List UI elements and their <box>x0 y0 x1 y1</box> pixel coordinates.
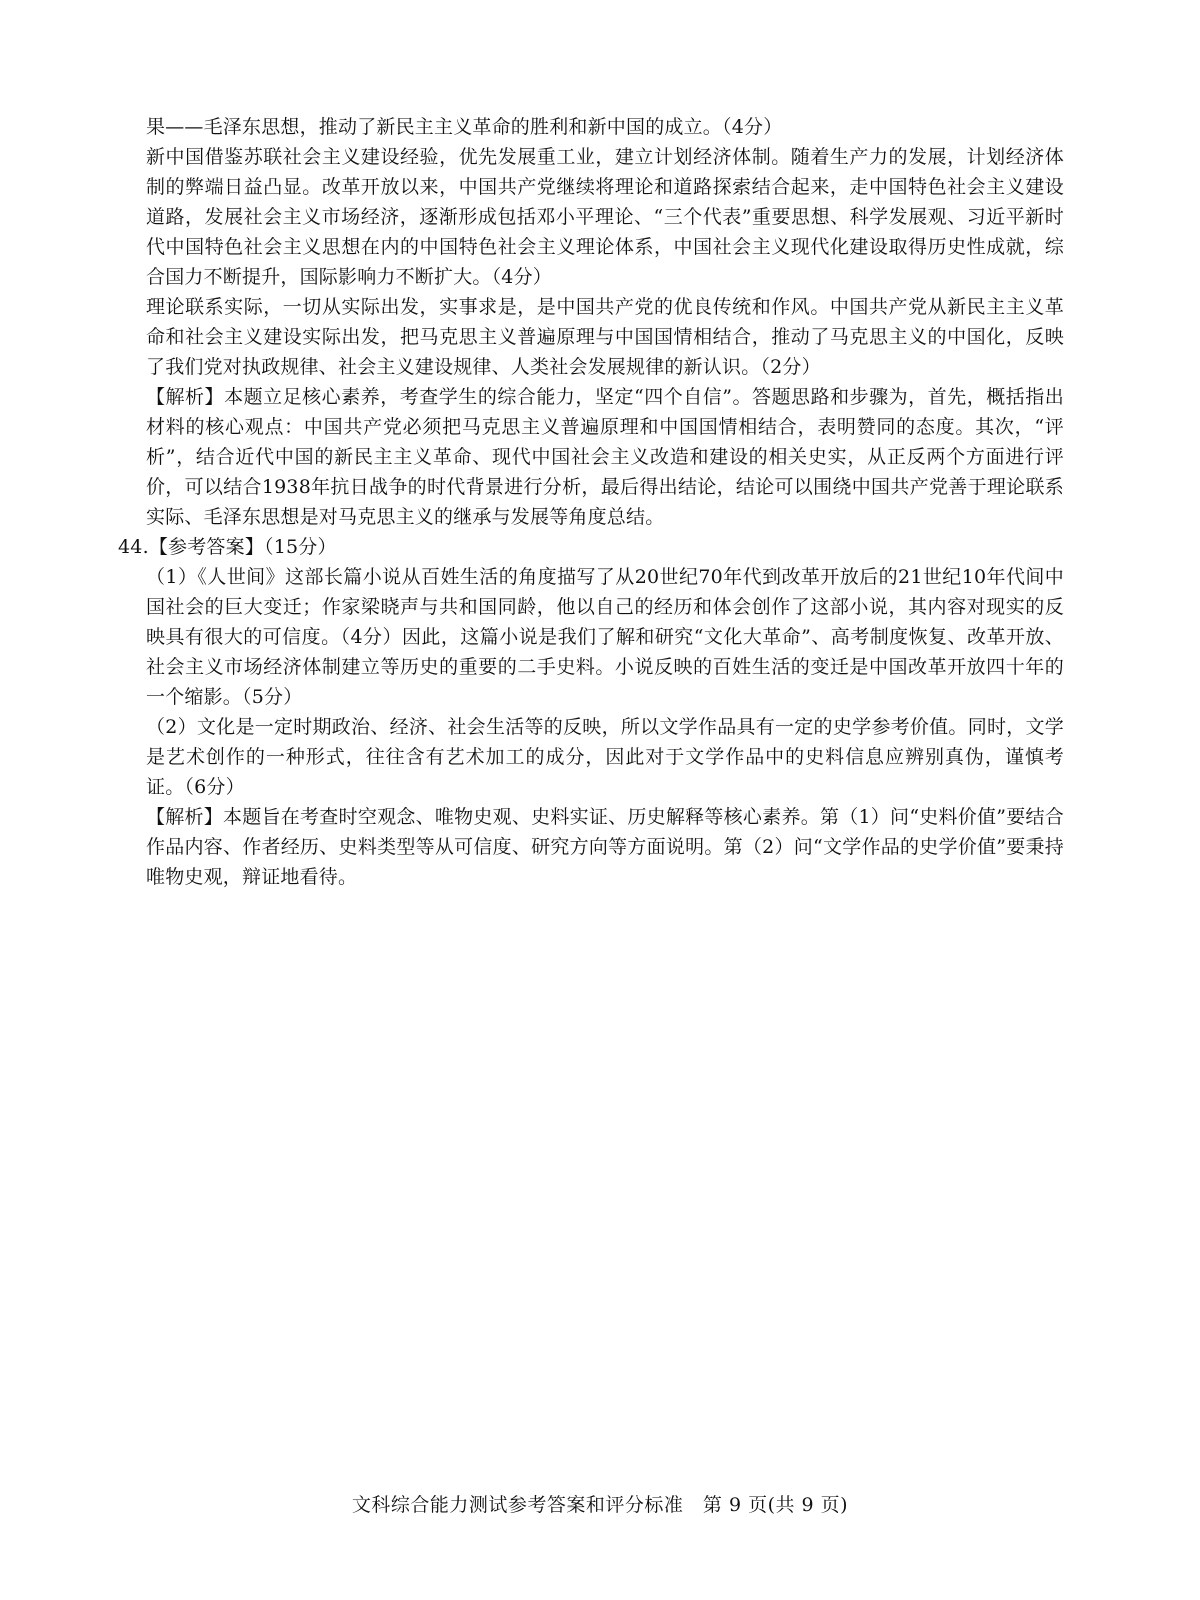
paragraph-new-china: 新中国借鉴苏联社会主义建设经验，优先发展重工业，建立计划经济体制。随着生产力的发展，计划经济体制的弊端日益凸显。改革开放以来，中国共产党继续将理论和道路探索结合起来，走中国特色社会主义建设道路，发展社会主义市场经济，逐渐形成包括邓小平理论、“三个代表”重要思想、科学发展观、习近平新时代中国特色社会主义思想在内的中国特色社会主义理论体系，中国社会主义现代化建设取得历史性成就，综合国力不断提升，国际影响力不断扩大。（4分） <box>146 146 1064 288</box>
paragraph-mao-thought: 果——毛泽东思想，推动了新民主主义革命的胜利和新中国的成立。（4分） <box>146 116 783 138</box>
document-body <box>118 112 1064 892</box>
question-44-heading: 44.【参考答案】（15分） <box>118 536 337 558</box>
page-footer: 文科综合能力测试参考答案和评分标准 第 9 页(共 9 页) <box>351 1494 849 1516</box>
paragraph-theory-practice: 理论联系实际，一切从实际出发，实事求是，是中国共产党的优良传统和作风。中国共产党从新民主主义革命和社会主义建设实际出发，把马克思主义普遍原理与中国国情相结合，推动了马克思主义的中国化，反映了我们党对执政规律、社会主义建设规律、人类社会发展规律的新认识。（2分） <box>146 296 1064 378</box>
question-44-answer-2: （2）文化是一定时期政治、经济、社会生活等的反映，所以文学作品具有一定的史学参考价值。同时，文学是艺术创作的一种形式，往往含有艺术加工的成分，因此对于文学作品中的史料信息应辨别真伪，谨慎考证。（6分） <box>146 716 1064 798</box>
question-44-answer-1: （1）《人世间》这部长篇小说从百姓生活的角度描写了从20世纪70年代到改革开放后的21世纪10年代间中国社会的巨大变迁；作家梁晓声与共和国同龄，他以自己的经历和体会创作了这部小说，其内容对现实的反映具有很大的可信度。（4分）因此，这篇小说是我们了解和研究“文化大革命”、高考制度恢复、改革开放、社会主义市场经济体制建立等历史的重要的二手史料。小说反映的百姓生活的变迁是中国改革开放四十年的一个缩影。（5分） <box>146 566 1064 708</box>
question-44-analysis: 【解析】本题旨在考查时空观念、唯物史观、史料实证、历史解释等核心素养。第（1）问“史料价值”要结合作品内容、作者经历、史料类型等从可信度、研究方向等方面说明。第（2）问“文学作品的史学价值”要秉持唯物史观，辩证地看待。 <box>146 806 1064 888</box>
paragraph-analysis-43: 【解析】本题立足核心素养，考查学生的综合能力，坚定“四个自信”。答题思路和步骤为，首先，概括指出材料的核心观点：中国共产党必须把马克思主义普遍原理和中国国情相结合，表明赞同的态度。其次，“评析”，结合近代中国的新民主主义革命、现代中国社会主义改造和建设的相关史实，从正反两个方面进行评价，可以结合1938年抗日战争的时代背景进行分析，最后得出结论，结论可以围绕中国共产党善于理论联系实际、毛泽东思想是对马克思主义的继承与发展等角度总结。 <box>146 386 1064 528</box>
